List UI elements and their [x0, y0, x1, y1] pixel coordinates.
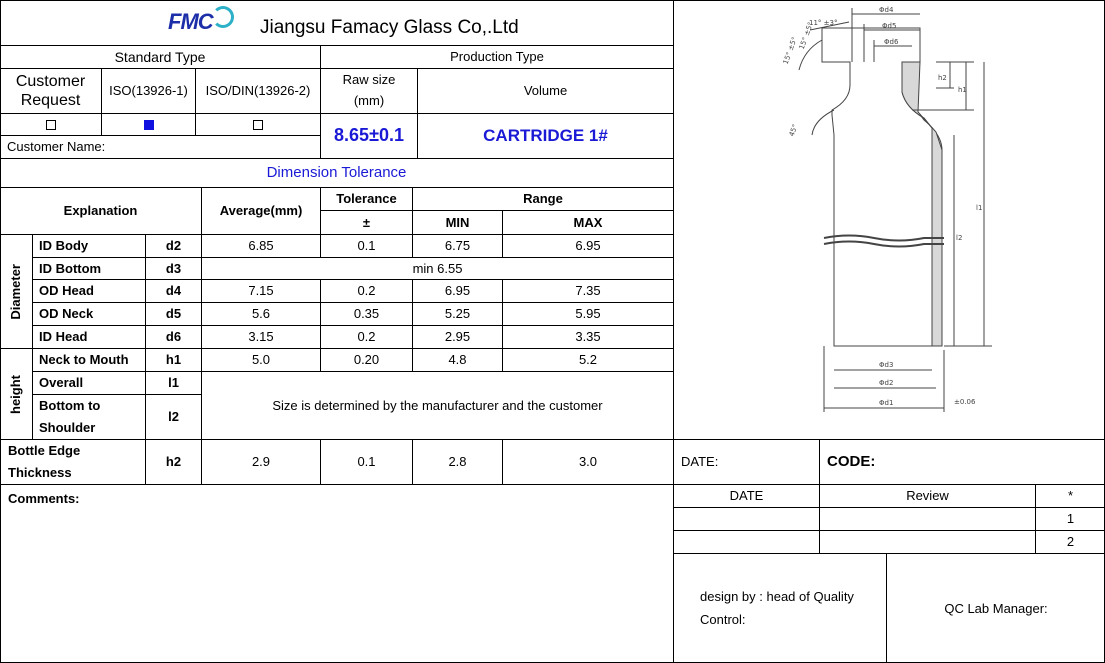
drawing-label: h2 — [938, 74, 947, 82]
review-date-cell[interactable] — [674, 508, 820, 531]
checkbox-iso1-cell[interactable] — [102, 114, 196, 136]
review-star-header: * — [1036, 485, 1105, 508]
drawing-label: 11° ±3° — [809, 19, 838, 27]
min-header: MIN — [413, 211, 503, 235]
company-logo-swoosh — [212, 6, 234, 28]
row-min: 2.8 — [413, 440, 503, 485]
row-code: d4 — [146, 280, 202, 303]
row-average: 6.85 — [202, 235, 321, 258]
checkbox-iso2-cell[interactable] — [196, 114, 321, 136]
drawing-label: 15° ±5° — [797, 21, 815, 51]
checkbox-iso-din-13926-2[interactable] — [253, 120, 263, 130]
drawing-label: Φd1 — [879, 399, 894, 407]
volume-label: Volume — [418, 69, 674, 114]
row-min: 4.8 — [413, 349, 503, 372]
checkbox-customer-request-cell[interactable] — [0, 114, 102, 136]
review-number: 2 — [1036, 531, 1105, 554]
height-group-label: height — [0, 349, 33, 440]
average-header: Average(mm) — [202, 188, 321, 235]
cartridge-wall-hatch — [902, 62, 942, 346]
comments-area[interactable] — [0, 485, 674, 663]
review-date-cell[interactable] — [674, 531, 820, 554]
drawing-label: 15° ±5° — [781, 35, 799, 66]
drawing-label: Φd3 — [879, 361, 894, 369]
standard-type-label: Standard Type — [0, 46, 321, 69]
drawing-label: Φd4 — [879, 6, 894, 14]
comments-label: Comments: — [8, 491, 80, 506]
review-cell[interactable] — [820, 531, 1036, 554]
row-name: Bottle Edge Thickness — [0, 440, 146, 485]
diameter-group-label: Diameter — [0, 235, 33, 349]
tolerance-header: Tolerance — [321, 188, 413, 211]
plus-minus-header: ± — [321, 211, 413, 235]
row-tolerance: 0.2 — [321, 280, 413, 303]
row-min: 5.25 — [413, 303, 503, 326]
design-by-label: design by : head of Quality Control: — [674, 554, 887, 663]
row-tolerance: 0.35 — [321, 303, 413, 326]
volume-value: CARTRIDGE 1# — [418, 114, 674, 159]
row-code: h2 — [146, 440, 202, 485]
row-average: 7.15 — [202, 280, 321, 303]
row-max: 5.2 — [503, 349, 674, 372]
row-code: l1 — [146, 372, 202, 395]
row-max: 5.95 — [503, 303, 674, 326]
code-label: CODE: — [820, 440, 1105, 485]
row-code: d6 — [146, 326, 202, 349]
row-average: 3.15 — [202, 326, 321, 349]
row-name: ID Head — [33, 326, 146, 349]
production-type-label: Production Type — [321, 46, 674, 69]
drawing-label: l1 — [976, 204, 983, 212]
row-tolerance: 0.1 — [321, 235, 413, 258]
row-max: 7.35 — [503, 280, 674, 303]
max-header: MAX — [503, 211, 674, 235]
drawing-label: Φd6 — [884, 38, 899, 46]
date-label: DATE: — [674, 440, 820, 485]
row-max: 3.35 — [503, 326, 674, 349]
company-logo: FMC — [168, 9, 213, 34]
review-date-header: DATE — [674, 485, 820, 508]
cartridge-drawing — [674, 0, 1105, 440]
row-name: Overall — [33, 372, 146, 395]
row-name: ID Bottom — [33, 258, 146, 280]
row-code: d5 — [146, 303, 202, 326]
row-min: 6.95 — [413, 280, 503, 303]
raw-size-label: Raw size (mm) — [321, 69, 418, 114]
row-code: d2 — [146, 235, 202, 258]
row-tolerance: 0.20 — [321, 349, 413, 372]
header — [0, 0, 674, 46]
raw-size-value: 8.65±0.1 — [321, 114, 418, 159]
checkbox-customer-request[interactable] — [46, 120, 56, 130]
row-name: OD Head — [33, 280, 146, 303]
drawing-label: Φd5 — [882, 22, 897, 30]
drawing-label: h1 — [958, 86, 967, 94]
drawing-label: l2 — [956, 234, 963, 242]
row-average: 5.6 — [202, 303, 321, 326]
explanation-header: Explanation — [0, 188, 202, 235]
row-max: 6.95 — [503, 235, 674, 258]
company-name: Jiangsu Famacy Glass Co,.Ltd — [260, 17, 519, 38]
review-header: Review — [820, 485, 1036, 508]
row-name: OD Neck — [33, 303, 146, 326]
drawing-label: ±0.06 — [954, 398, 976, 406]
checkbox-iso-13926-1[interactable] — [144, 120, 154, 130]
review-number: 1 — [1036, 508, 1105, 531]
review-cell[interactable] — [820, 508, 1036, 531]
row-code: l2 — [146, 395, 202, 440]
qc-lab-manager-label: QC Lab Manager: — [944, 600, 1048, 616]
row-tolerance: 0.1 — [321, 440, 413, 485]
break-line — [824, 242, 944, 247]
dimension-tolerance-title: Dimension Tolerance — [0, 159, 674, 188]
size-note: Size is determined by the manufacturer and the customer — [202, 372, 674, 440]
row-max: 3.0 — [503, 440, 674, 485]
row-name: Bottom to Shoulder — [33, 395, 146, 440]
row-code: h1 — [146, 349, 202, 372]
break-line — [824, 236, 944, 241]
row-min: 6.75 — [413, 235, 503, 258]
row-average: 5.0 — [202, 349, 321, 372]
range-header: Range — [413, 188, 674, 211]
row-name: Neck to Mouth — [33, 349, 146, 372]
row-code: d3 — [146, 258, 202, 280]
technical-drawing — [674, 0, 1105, 440]
row-min: 2.95 — [413, 326, 503, 349]
row-span-value: min 6.55 — [202, 258, 674, 280]
customer-name-label: Customer Name: — [0, 136, 321, 159]
iso-13926-1-label: ISO(13926-1) — [102, 69, 196, 114]
drawing-label: Φd2 — [879, 379, 894, 387]
row-tolerance: 0.2 — [321, 326, 413, 349]
cartridge-outline — [822, 28, 942, 346]
row-average: 2.9 — [202, 440, 321, 485]
row-name: ID Body — [33, 235, 146, 258]
iso-din-13926-2-label: ISO/DIN(13926-2) — [196, 69, 321, 114]
drawing-label: 45° — [787, 123, 800, 138]
customer-request-label: Customer Request — [0, 69, 102, 114]
